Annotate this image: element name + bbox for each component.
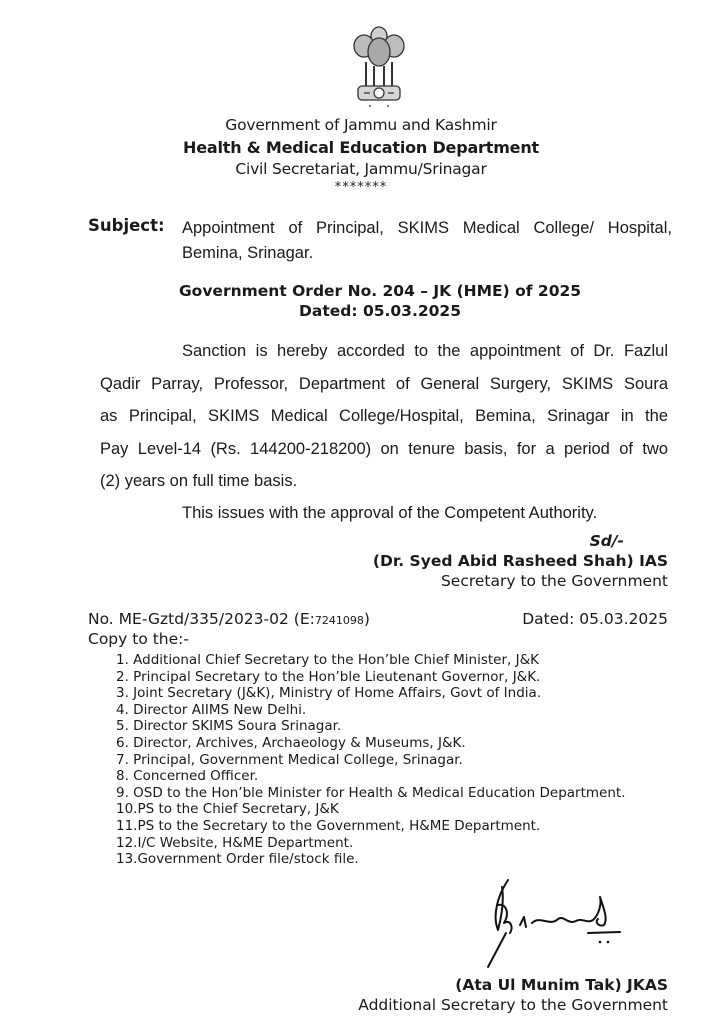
order-number: Government Order No. 204 – JK (HME) of 2025 xyxy=(178,282,582,300)
e-file-number: 7241098 xyxy=(314,614,364,627)
list-item: 11.PS to the Secretary to the Government, H&ME Department. xyxy=(116,817,541,834)
additional-secretary-designation: Additional Secretary to the Government xyxy=(358,996,668,1014)
office-address: Civil Secretariat, Jammu/Srinagar xyxy=(235,160,487,178)
list-item: 13.Government Order file/stock file. xyxy=(116,851,359,868)
copy-distribution-list xyxy=(116,652,626,868)
list-item: 9. OSD to the Hon’ble Minister for Health & Medical Education Department. xyxy=(116,784,626,801)
subject-text: Appointment of Principal, SKIMS Medical College/ Hospital, Bemina, Srinagar. xyxy=(182,219,672,262)
state-emblem-icon xyxy=(344,22,414,112)
list-item: 1. Additional Chief Secretary to the Hon’ble Chief Minister, J&K xyxy=(116,652,539,668)
signatory-designation: Secretary to the Government xyxy=(440,572,668,590)
reference-number: No. ME-Gztd/335/2023-02 (E:7241098) xyxy=(88,610,370,628)
list-item: 6. Director, Archives, Archaeology & Museums, J&K. xyxy=(116,734,466,751)
department-name: Health & Medical Education Department xyxy=(183,138,539,157)
government-name: Government of Jammu and Kashmir xyxy=(225,116,497,134)
list-item: 4. Director AIIMS New Delhi. xyxy=(116,701,307,718)
additional-secretary-name: (Ata Ul Munim Tak) JKAS xyxy=(455,976,668,994)
body-line-4: Pay Level-14 (Rs. 144200-218200) on tenure basis, for a period of two xyxy=(100,440,668,458)
header-separator: ******* xyxy=(334,180,388,195)
signatory-name: (Dr. Syed Abid Rasheed Shah) IAS xyxy=(372,552,668,570)
list-item: 3. Joint Secretary (J&K), Ministry of Home Affairs, Govt of India. xyxy=(116,685,542,702)
list-item: 10.PS to the Chief Secretary, J&K xyxy=(116,801,339,818)
body-line-3: as Principal, SKIMS Medical College/Hospital, Bemina, Srinagar in the xyxy=(100,407,668,425)
subject-label: Subject: xyxy=(88,216,165,235)
body-line-5: (2) years on full time basis. xyxy=(100,472,298,490)
list-item: 2. Principal Secretary to the Hon’ble Lieutenant Governor, J&K. xyxy=(116,668,541,685)
list-item: 12.I/C Website, H&ME Department. xyxy=(116,834,354,851)
reference-date: Dated: 05.03.2025 xyxy=(522,610,668,628)
sd-mark: Sd/- xyxy=(589,532,624,550)
approval-text: This issues with the approval of the Competent Authority. xyxy=(182,504,598,522)
list-item: 8. Concerned Officer. xyxy=(116,768,259,785)
copy-to-label: Copy to the:- xyxy=(88,630,189,648)
body-line-2: Qadir Parray, Professor, Department of General Surgery, SKIMS Soura xyxy=(100,375,668,393)
list-item: 5. Director SKIMS Soura Srinagar. xyxy=(116,718,342,735)
list-item: 7. Principal, Government Medical College, Srinagar. xyxy=(116,751,463,768)
body-line-1: Sanction is hereby accorded to the appointment of Dr. Fazlul xyxy=(182,342,668,360)
order-date: Dated: 05.03.2025 xyxy=(299,302,461,320)
handwritten-signature-icon xyxy=(480,875,660,970)
